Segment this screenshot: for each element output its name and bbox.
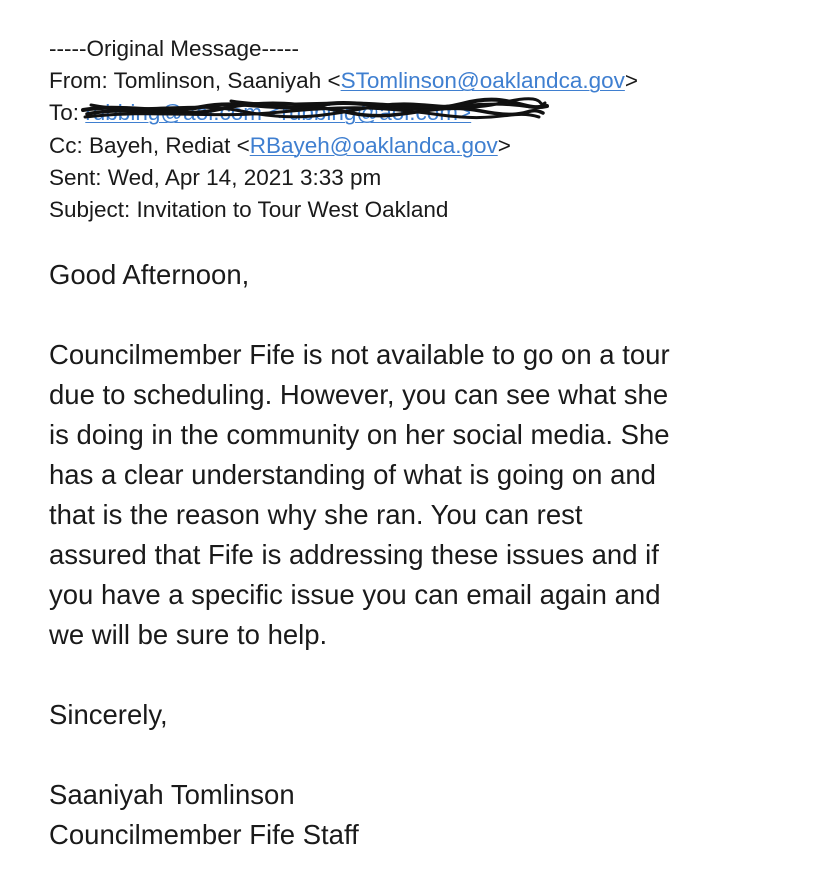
redaction-scribble [81, 95, 551, 125]
to-redacted-recipient [85, 97, 471, 129]
cc-close-bracket: > [497, 132, 511, 158]
from-line [49, 65, 638, 97]
to-label: To: [49, 100, 86, 126]
email-header [49, 33, 638, 226]
subject-line: Subject: Invitation to Tour West Oakland [49, 196, 449, 222]
paragraph-line: that is the reason why she ran. You can rest [49, 499, 583, 530]
cc-name: Bayeh, Rediat < [89, 132, 250, 158]
message-paragraph [49, 335, 809, 655]
from-email-link[interactable]: STomlinson@oaklandca.gov [340, 68, 625, 94]
to-email-link[interactable]: rubbing@aol.com <rubbing@aol.com> [85, 100, 472, 126]
from-name: Tomlinson, Saaniyah < [113, 68, 341, 94]
cc-email-link[interactable]: RBayeh@oaklandca.gov [249, 132, 498, 158]
signature-title: Councilmember Fife Staff [49, 819, 359, 850]
from-label: From: [49, 68, 114, 94]
paragraph-line: has a clear understanding of what is going on and [49, 459, 656, 490]
paragraph-line: you have a specific issue you can email again and [49, 579, 661, 610]
from-close-bracket: > [624, 68, 638, 94]
paragraph-line: is doing in the community on her social media. She [49, 419, 670, 450]
paragraph-line: we will be sure to help. [49, 619, 328, 650]
greeting: Good Afternoon, [49, 259, 250, 290]
signature-name: Saaniyah Tomlinson [49, 779, 295, 810]
paragraph-line: Councilmember Fife is not available to go on a tour [49, 339, 670, 370]
paragraph-line: assured that Fife is addressing these issues and if [49, 539, 659, 570]
original-message-divider: -----Original Message----- [49, 36, 300, 61]
paragraph-line: due to scheduling. However, you can see what she [49, 379, 669, 410]
closing: Sincerely, [49, 699, 168, 730]
cc-label: Cc: [49, 132, 90, 158]
to-line [49, 97, 638, 129]
cc-line [49, 130, 638, 162]
sent-line: Sent: Wed, Apr 14, 2021 3:33 pm [49, 164, 382, 190]
